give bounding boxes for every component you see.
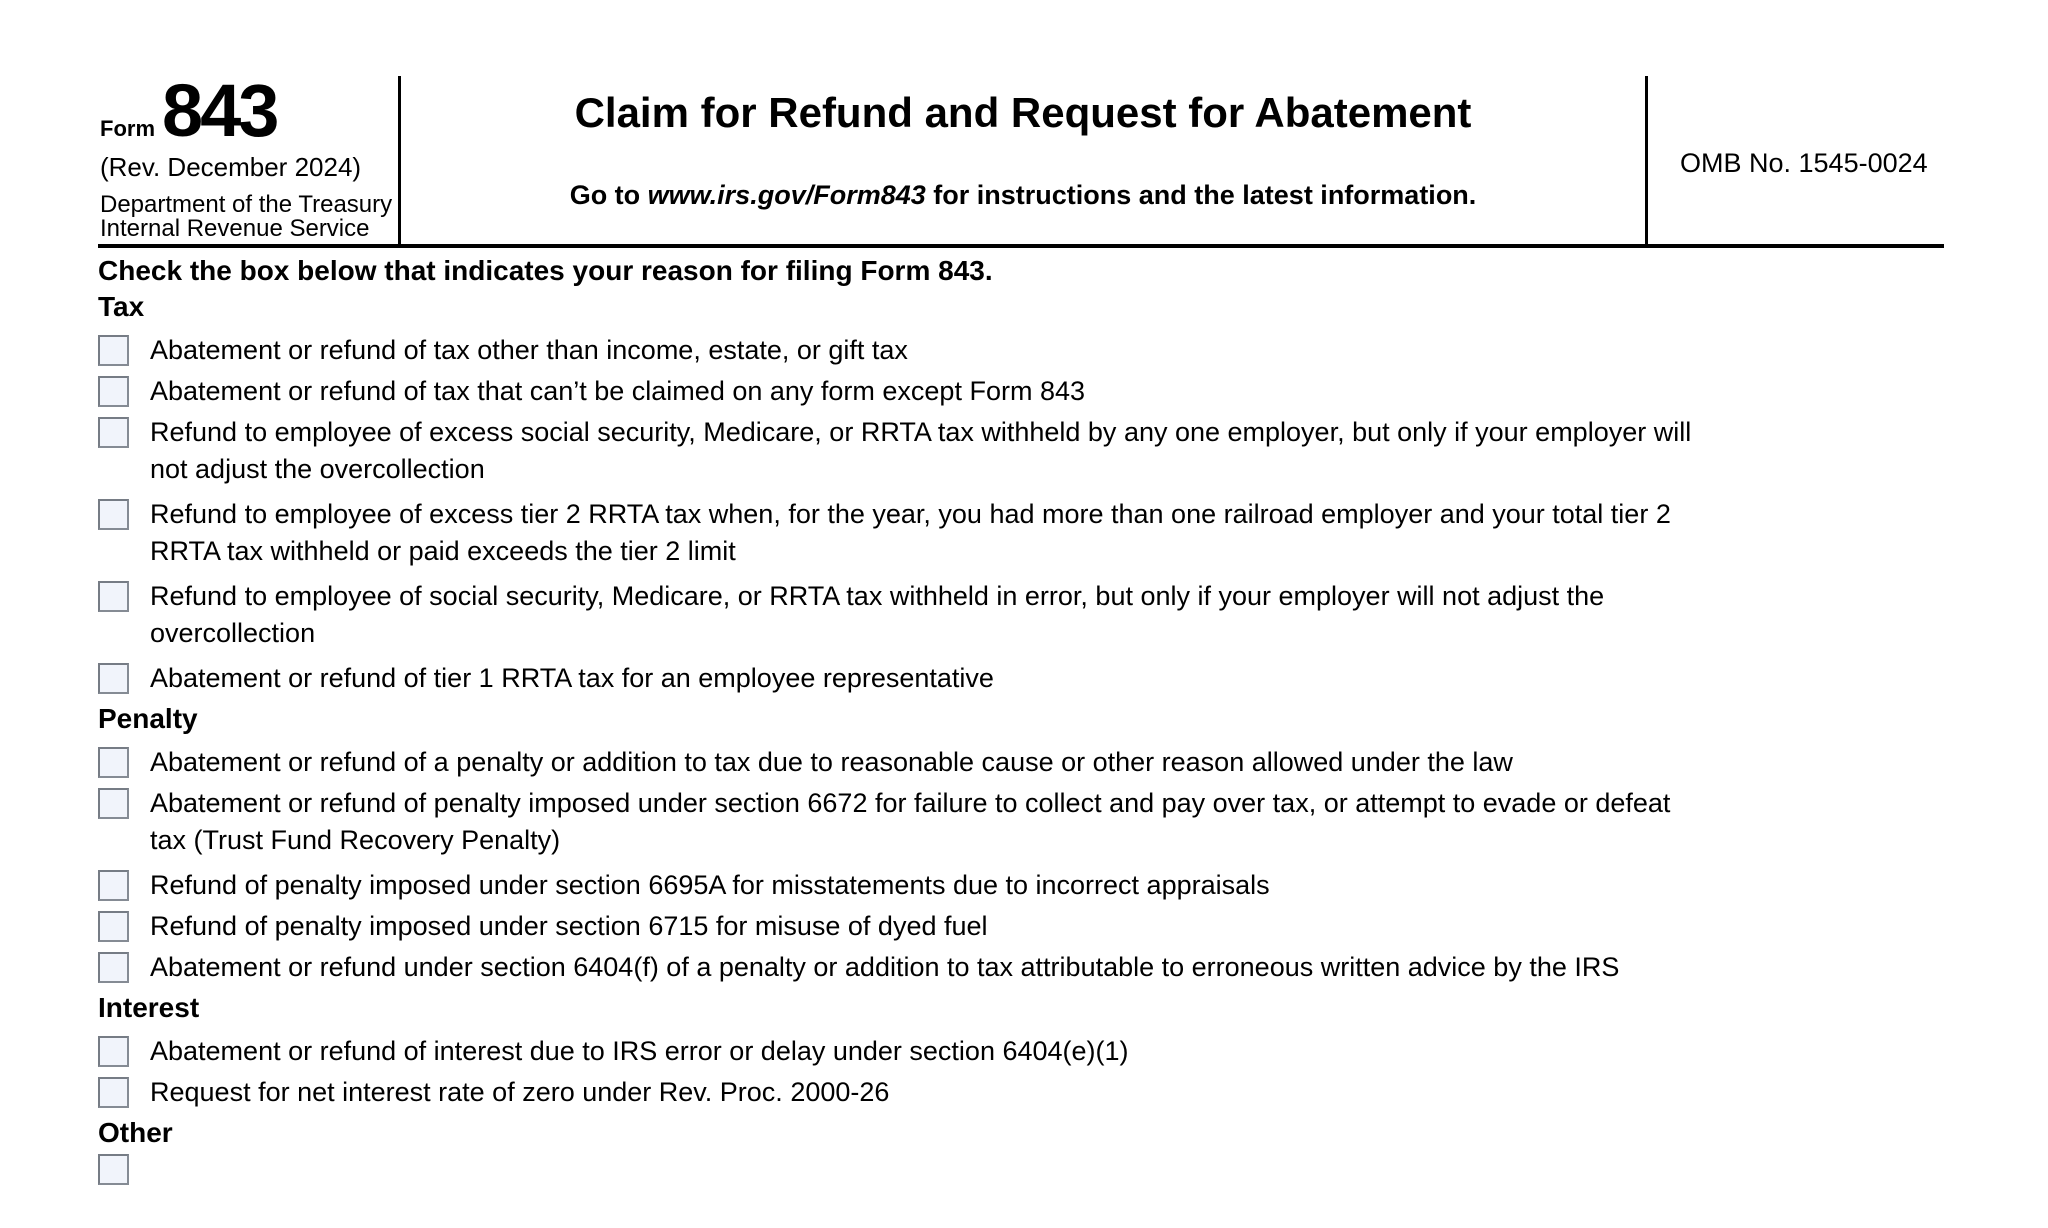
checkbox-row <box>98 911 1944 942</box>
label-line: Refund of penalty imposed under section 6715 for misuse of dyed fuel <box>150 911 988 941</box>
checkbox-label <box>150 1036 1129 1066</box>
checkbox[interactable] <box>98 335 129 366</box>
section-tax <box>98 292 1944 694</box>
form-id-block <box>98 69 398 244</box>
agency-line-1: Department of the Treasury <box>100 191 393 218</box>
form-title: Claim for Refund and Request for Abatement <box>574 89 1472 136</box>
form-revision: (Rev. December 2024) <box>100 152 362 182</box>
omb-block <box>1648 76 1944 244</box>
checkbox-row <box>98 952 1944 983</box>
subtitle-prefix: Go to <box>569 180 648 210</box>
checkbox-label <box>150 581 1604 648</box>
agency-line-2: Internal Revenue Service <box>100 215 370 242</box>
label-line: Refund to employee of social security, Medicare, or RRTA tax withheld in error, but only if your employer will not adjust the <box>150 581 1605 611</box>
label-line: tax (Trust Fund Recovery Penalty) <box>150 825 561 855</box>
form-number-line <box>100 69 390 152</box>
checkbox[interactable] <box>98 663 129 694</box>
label-line: not adjust the overcollection <box>150 454 485 484</box>
checkbox-row <box>98 870 1944 901</box>
checkbox[interactable] <box>98 870 129 901</box>
checkbox[interactable] <box>98 788 129 819</box>
checkbox-label <box>150 499 1671 566</box>
checkbox[interactable] <box>98 1154 129 1185</box>
label-line: Abatement or refund of tax other than income, estate, or gift tax <box>150 335 908 365</box>
checkbox-label <box>150 911 988 941</box>
section-heading: Other <box>98 1117 173 1148</box>
checkbox[interactable] <box>98 1077 129 1108</box>
section-heading: Tax <box>98 291 145 322</box>
subtitle-suffix: for instructions and the latest information. <box>925 180 1477 210</box>
label-line: Abatement or refund of tier 1 RRTA tax for an employee representative <box>150 663 994 693</box>
form-word: Form <box>100 116 155 141</box>
checkbox[interactable] <box>98 581 129 612</box>
checkbox[interactable] <box>98 499 129 530</box>
checkbox-row <box>98 1077 1944 1108</box>
label-line: Refund to employee of excess tier 2 RRTA tax when, for the year, you had more than one railroad employer and your total tier 2 <box>150 499 1671 529</box>
checkbox-label <box>150 747 1513 777</box>
checkbox[interactable] <box>98 1036 129 1067</box>
checkbox-label <box>150 952 1619 982</box>
checkbox-row <box>98 747 1944 778</box>
checkbox-row <box>98 581 1944 648</box>
label-line: Abatement or refund under section 6404(f) of a penalty or addition to tax attributable to erroneous written advice by the IRS <box>150 952 1620 982</box>
label-line: Request for net interest rate of zero under Rev. Proc. 2000-26 <box>150 1077 890 1107</box>
section-penalty <box>98 704 1944 983</box>
checkbox[interactable] <box>98 417 129 448</box>
checkbox-row <box>98 788 1944 855</box>
checkbox-label <box>150 1077 889 1107</box>
form-header <box>98 69 1944 248</box>
checkbox-row <box>98 376 1944 407</box>
label-line: Abatement or refund of a penalty or addition to tax due to reasonable cause or other reason allowed under the law <box>150 747 1513 777</box>
label-line: Abatement or refund of tax that can’t be claimed on any form except Form 843 <box>150 376 1085 406</box>
checkbox-label <box>150 870 1270 900</box>
checkbox-row <box>98 1036 1944 1067</box>
checkbox[interactable] <box>98 747 129 778</box>
checkbox-label <box>150 376 1085 406</box>
section-heading: Penalty <box>98 703 198 734</box>
label-line: overcollection <box>150 618 316 648</box>
label-line: Refund of penalty imposed under section 6695A for misstatements due to incorrect appraisals <box>150 870 1270 900</box>
form-title-block <box>398 76 1648 244</box>
filing-instruction: Check the box below that indicates your reason for filing Form 843. <box>98 255 993 286</box>
label-line: Abatement or refund of penalty imposed under section 6672 for failure to collect and pay over tax, or attempt to evade or defeat <box>150 788 1671 818</box>
form-body <box>98 292 1944 1185</box>
section-heading: Interest <box>98 992 200 1023</box>
checkbox-row <box>98 663 1944 694</box>
label-line: Abatement or refund of interest due to IRS error or delay under section 6404(e)(1) <box>150 1036 1129 1066</box>
checkbox-label <box>150 417 1691 484</box>
label-line: RRTA tax withheld or paid exceeds the tier 2 limit <box>150 536 736 566</box>
checkbox-row <box>98 417 1944 484</box>
checkbox-row <box>98 1154 1944 1185</box>
checkbox-label <box>150 663 994 693</box>
checkbox-row <box>98 335 1944 366</box>
checkbox-label <box>150 788 1670 855</box>
checkbox[interactable] <box>98 376 129 407</box>
irs-url: www.irs.gov/Form843 <box>647 180 926 210</box>
form-number: 843 <box>162 69 277 152</box>
section-interest <box>98 993 1944 1108</box>
checkbox-row <box>98 499 1944 566</box>
label-line: Refund to employee of excess social security, Medicare, or RRTA tax withheld by any one employer, but only if your employer will <box>150 417 1692 447</box>
omb-number: OMB No. 1545-0024 <box>1680 148 1928 178</box>
form-843-page <box>0 69 2048 1185</box>
checkbox-label <box>150 335 908 365</box>
checkbox[interactable] <box>98 952 129 983</box>
form-subtitle <box>401 180 1645 211</box>
checkbox[interactable] <box>98 911 129 942</box>
